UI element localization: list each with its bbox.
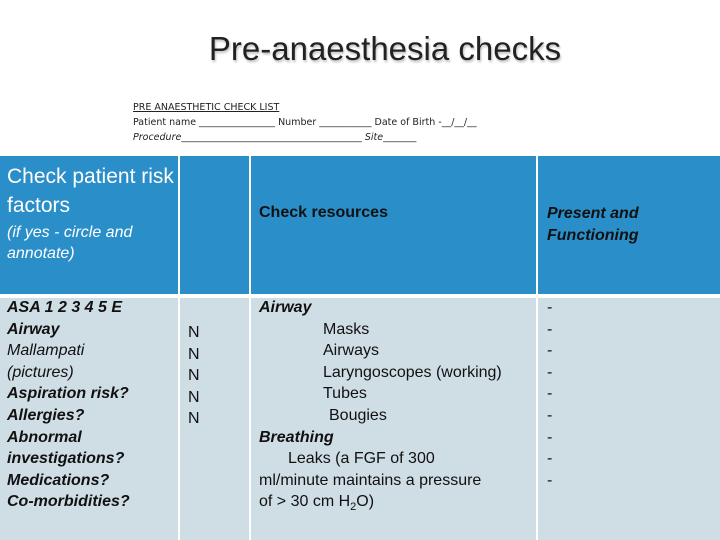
slide-title: Pre-anaesthesia checks [208,30,562,67]
list-item: Tubes [323,385,367,403]
risk-factor-list [7,297,177,513]
dash-mark: - [547,450,553,468]
resource-list [259,297,534,519]
list-item: Mallampati [7,342,85,360]
list-item: investigations? [7,450,125,468]
dash-mark: - [547,363,553,381]
header-risk-title: Check patient risk factors [7,165,174,217]
dash-mark: - [547,342,553,360]
column-divider [249,156,251,540]
column-divider [536,156,538,540]
checklist-form-image [133,100,553,145]
form-procedure-line: Procedure______________________________________ Site_______ [133,132,417,143]
list-item: Airways [323,342,380,360]
list-item: Abnormal [7,428,82,446]
form-heading: PRE ANAESTHETIC CHECK LIST [133,102,280,113]
header-present: Present and Functioning [547,205,639,244]
leaks-text: of > 30 cm H [259,493,351,511]
header-resources: Check resources [259,204,388,221]
column-divider [178,156,180,540]
n-mark-list [188,322,228,430]
subscript: 2 [350,501,357,514]
checks-table [0,156,720,540]
header-risk-cell [7,162,175,264]
leaks-line: ml/minute maintains a pressure [259,471,482,489]
n-mark: N [188,367,200,385]
dash-mark: - [547,320,553,338]
list-item: Co-morbidities? [7,493,130,511]
list-item: Airway [7,320,60,338]
dash-mark: - [547,385,553,403]
n-mark: N [188,345,200,363]
header-risk-subtitle: (if yes - circle and annotate) [7,224,133,262]
breathing-heading: Breathing [259,428,334,446]
n-mark: N [188,388,200,406]
list-item: Aspiration risk? [7,385,129,403]
n-mark: N [188,324,200,341]
dash-mark: - [547,471,553,489]
list-item: Masks [323,320,370,338]
form-patient-line: Patient name ________________ Number ___________ Date of Birth -__/__/__ [133,117,477,128]
n-mark: N [188,410,200,428]
leaks-text: O) [356,493,375,511]
leaks-line [259,491,534,519]
list-item: ASA 1 2 3 4 5 E [7,299,123,316]
leaks-line: Leaks (a FGF of 300 [288,450,435,468]
list-item: Allergies? [7,406,85,424]
list-item: Laryngoscopes (working) [323,363,502,381]
dash-mark: - [547,299,553,316]
list-item: (pictures) [7,363,74,381]
dash-mark: - [547,406,553,424]
present-dash-list [547,297,577,491]
list-item: Bougies [329,406,387,424]
dash-mark: - [547,428,553,446]
list-item: Medications? [7,471,110,489]
airway-heading: Airway [259,299,312,316]
